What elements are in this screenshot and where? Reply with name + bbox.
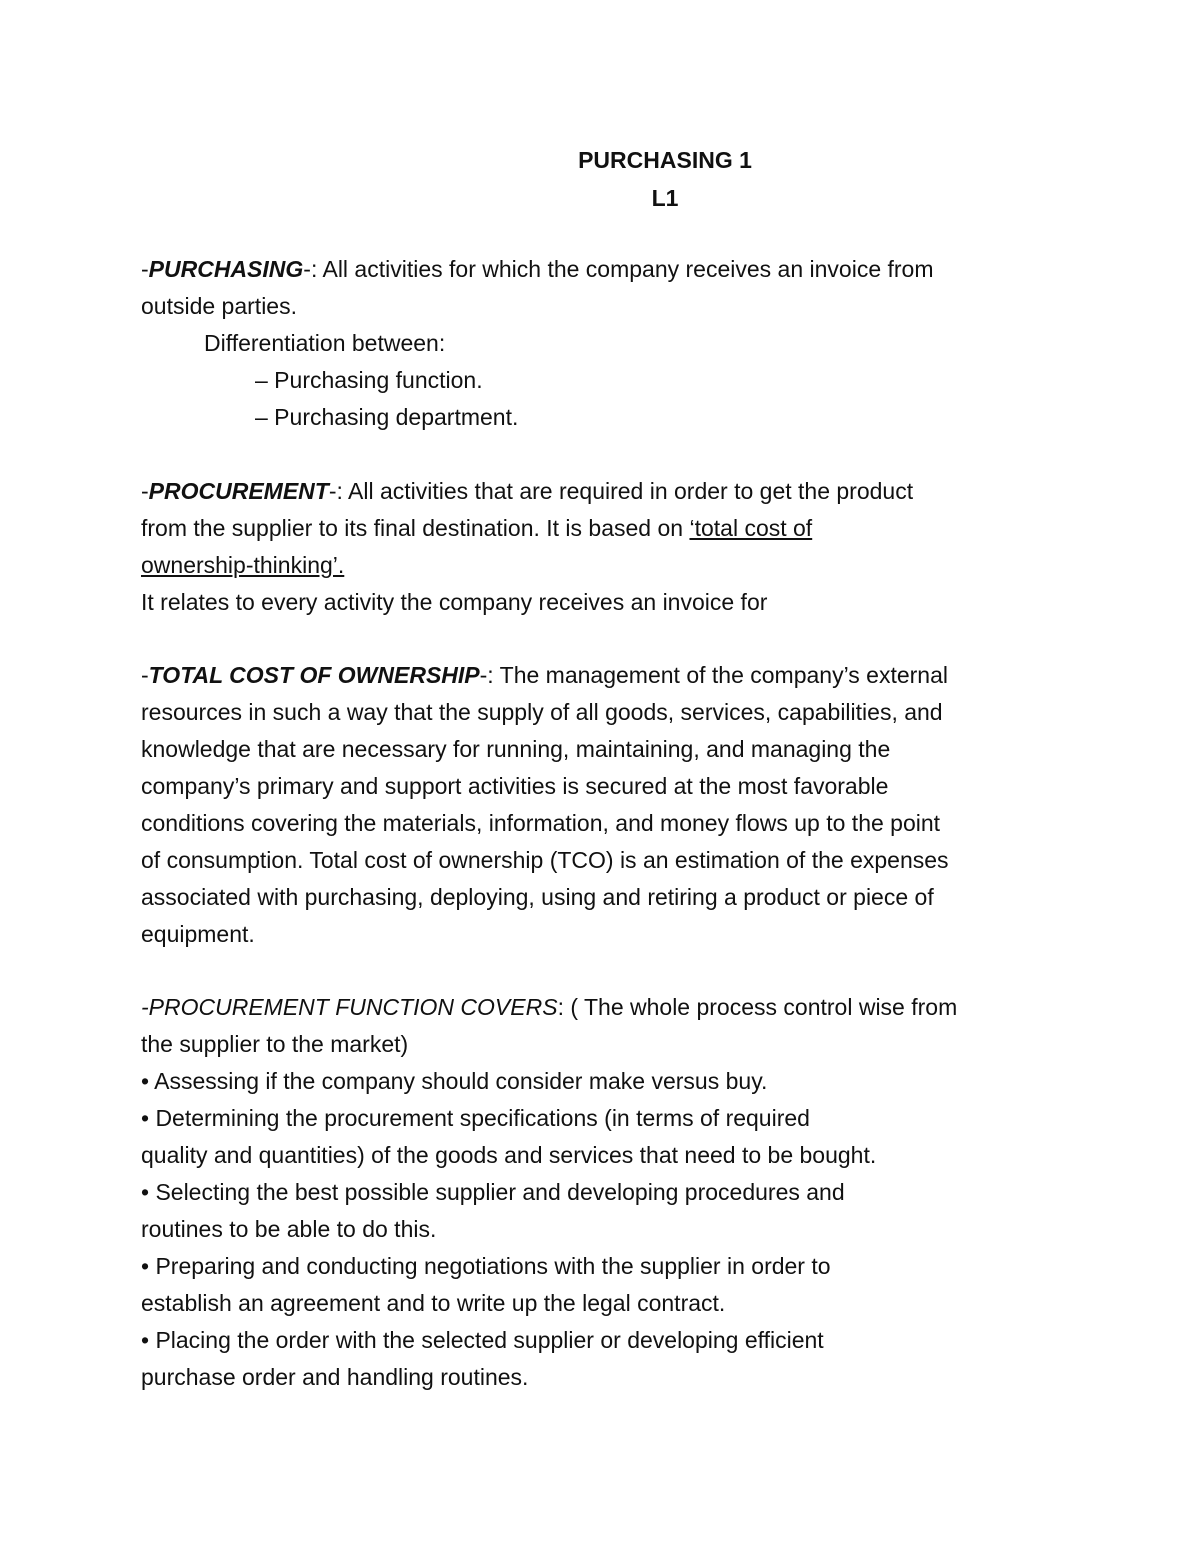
- tco-definition-cont: knowledge that are necessary for running, maintaining, and managing the: [141, 736, 891, 762]
- procurement-text: from the supplier to its final destination. It is based on: [141, 515, 690, 541]
- document-subtitle: L1: [651, 185, 679, 211]
- function-bullet-cont: routines to be able to do this.: [141, 1216, 437, 1242]
- function-bullet: • Selecting the best possible supplier and developing procedures and: [141, 1179, 845, 1205]
- procurement-underlined-text: ownership-thinking’.: [141, 552, 345, 578]
- function-bullet-cont: establish an agreement and to write up the legal contract.: [141, 1290, 726, 1316]
- procurement-prefix: -: [141, 478, 149, 504]
- procurement-note: It relates to every activity the company receives an invoice for: [141, 589, 768, 615]
- purchasing-definition-line: [141, 254, 934, 284]
- document-title: PURCHASING 1: [578, 147, 752, 173]
- function-heading-note: : ( The whole process control wise from: [557, 994, 958, 1020]
- purchasing-definition: All activities for which the company receives an invoice from: [317, 256, 934, 282]
- procurement-suffix: -:: [328, 478, 343, 504]
- tco-definition-cont: associated with purchasing, deploying, using and retiring a product or piece of: [141, 884, 934, 910]
- tco-definition: The management of the company’s external: [493, 662, 948, 688]
- tco-suffix: -:: [479, 662, 494, 688]
- function-bullet: • Assessing if the company should consider make versus buy.: [141, 1068, 768, 1094]
- procurement-definition: All activities that are required in order to get the product: [342, 478, 914, 504]
- tco-definition-cont: of consumption. Total cost of ownership (TCO) is an estimation of the expenses: [141, 847, 949, 873]
- function-heading-line: [141, 992, 957, 1022]
- tco-prefix: -: [141, 662, 149, 688]
- differentiation-heading: Differentiation between:: [204, 330, 446, 356]
- tco-term: TOTAL COST OF OWNERSHIP: [148, 662, 480, 688]
- function-heading-cont: the supplier to the market): [141, 1031, 409, 1057]
- tco-definition-cont: conditions covering the materials, information, and money flows up to the point: [141, 810, 941, 836]
- tco-definition-cont: company’s primary and support activities is secured at the most favorable: [141, 773, 889, 799]
- procurement-definition-cont: [141, 513, 812, 543]
- procurement-underlined-text: ‘total cost of: [689, 515, 813, 541]
- procurement-term: PROCUREMENT: [148, 478, 329, 504]
- purchasing-definition-cont: outside parties.: [141, 293, 297, 319]
- procurement-definition-line: [141, 476, 913, 506]
- purchasing-prefix: -: [141, 256, 149, 282]
- function-bullet-cont: purchase order and handling routines.: [141, 1364, 529, 1390]
- function-heading: -PROCUREMENT FUNCTION COVERS: [141, 994, 558, 1020]
- purchasing-suffix: -:: [303, 256, 318, 282]
- differentiation-item: – Purchasing function.: [255, 367, 483, 393]
- purchasing-term: PURCHASING: [148, 256, 304, 282]
- differentiation-item: – Purchasing department.: [255, 404, 519, 430]
- tco-definition-cont: resources in such a way that the supply of all goods, services, capabilities, and: [141, 699, 943, 725]
- tco-definition-line: [141, 660, 948, 690]
- tco-definition-cont: equipment.: [141, 921, 255, 947]
- function-bullet: • Determining the procurement specifications (in terms of required: [141, 1105, 810, 1131]
- function-bullet: • Placing the order with the selected supplier or developing efficient: [141, 1327, 824, 1353]
- function-bullet-cont: quality and quantities) of the goods and services that need to be bought.: [141, 1142, 877, 1168]
- function-bullet: • Preparing and conducting negotiations with the supplier in order to: [141, 1253, 831, 1279]
